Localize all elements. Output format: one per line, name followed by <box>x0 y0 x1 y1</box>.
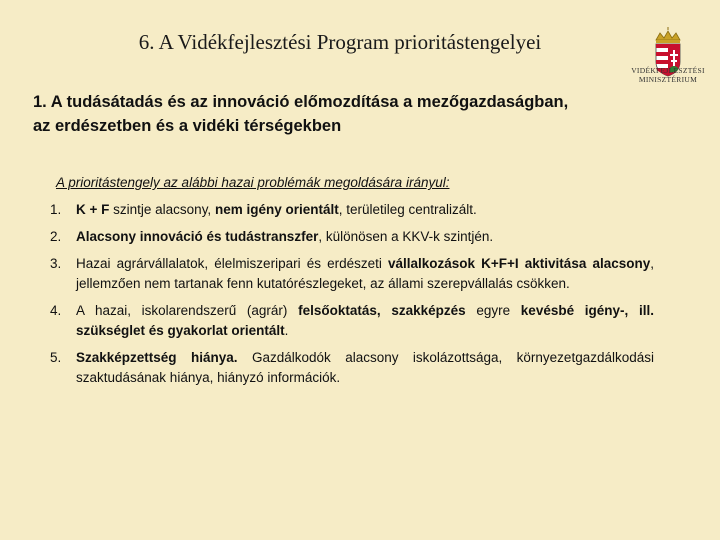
item-text-bold: Szakképzettség hiánya. <box>76 350 238 365</box>
item-number: 3. <box>50 256 62 271</box>
item-text-bold: vállalkozások K+F+I aktivitása alacsony <box>387 256 651 271</box>
item-text: egyre <box>465 303 521 318</box>
priority-heading <box>33 90 673 138</box>
list-item <box>50 348 654 388</box>
item-text: Gazdálkodók alacsony iskolázottsága, környezetgazdálkodási szaktudásának hiánya, hiányzó információk. <box>76 350 654 385</box>
problem-list <box>50 200 654 395</box>
item-text-bold: K + F <box>76 202 110 217</box>
priority-heading-line1: 1. A tudásátadás és az innováció előmozdítása a mezőgazdaságban, <box>33 93 569 111</box>
item-text: , különösen a KKV-k szintjén. <box>318 229 494 244</box>
logo-text-line1: VIDÉKFEJLESZTÉSI <box>631 66 705 75</box>
item-number: 5. <box>50 350 62 365</box>
item-number: 1. <box>50 202 62 217</box>
item-text: A hazai, iskolarendszerű (agrár) <box>76 303 299 318</box>
list-item <box>50 301 654 341</box>
item-number: 4. <box>50 303 62 318</box>
intro-text: A prioritástengely az alábbi hazai problémák megoldására irányul: <box>56 175 450 190</box>
item-text-bold: Alacsony innováció és tudástranszfer <box>76 229 319 244</box>
slide-title: 6. A Vidékfejlesztési Program prioritástengelyei <box>138 30 542 54</box>
item-number: 2. <box>50 229 62 244</box>
priority-heading-line2: az erdészetben és a vidéki térségekben <box>33 117 342 135</box>
ministry-logo-text <box>628 66 708 84</box>
logo-text-line2: MINISZTÉRIUM <box>638 75 698 84</box>
list-item <box>50 200 654 220</box>
item-text: Hazai agrárvállalatok, élelmiszeripari és erdészeti <box>76 256 388 271</box>
list-item <box>50 254 654 294</box>
item-text: szintje alacsony, <box>109 202 215 217</box>
item-text: . <box>284 323 289 338</box>
item-text-bold: felsőoktatás, szakképzés <box>298 303 466 318</box>
list-item <box>50 227 654 247</box>
item-text-bold: kevésbé igény-, ill. szükséglet és gyakorlat orientált <box>76 303 654 338</box>
item-text: , jellemzően nem tartanak fenn kutatórészlegeket, az állami szerepvállalás csökken. <box>76 256 654 291</box>
item-text-bold: nem igény orientált <box>214 202 339 217</box>
item-text: , területileg centralizált. <box>338 202 477 217</box>
